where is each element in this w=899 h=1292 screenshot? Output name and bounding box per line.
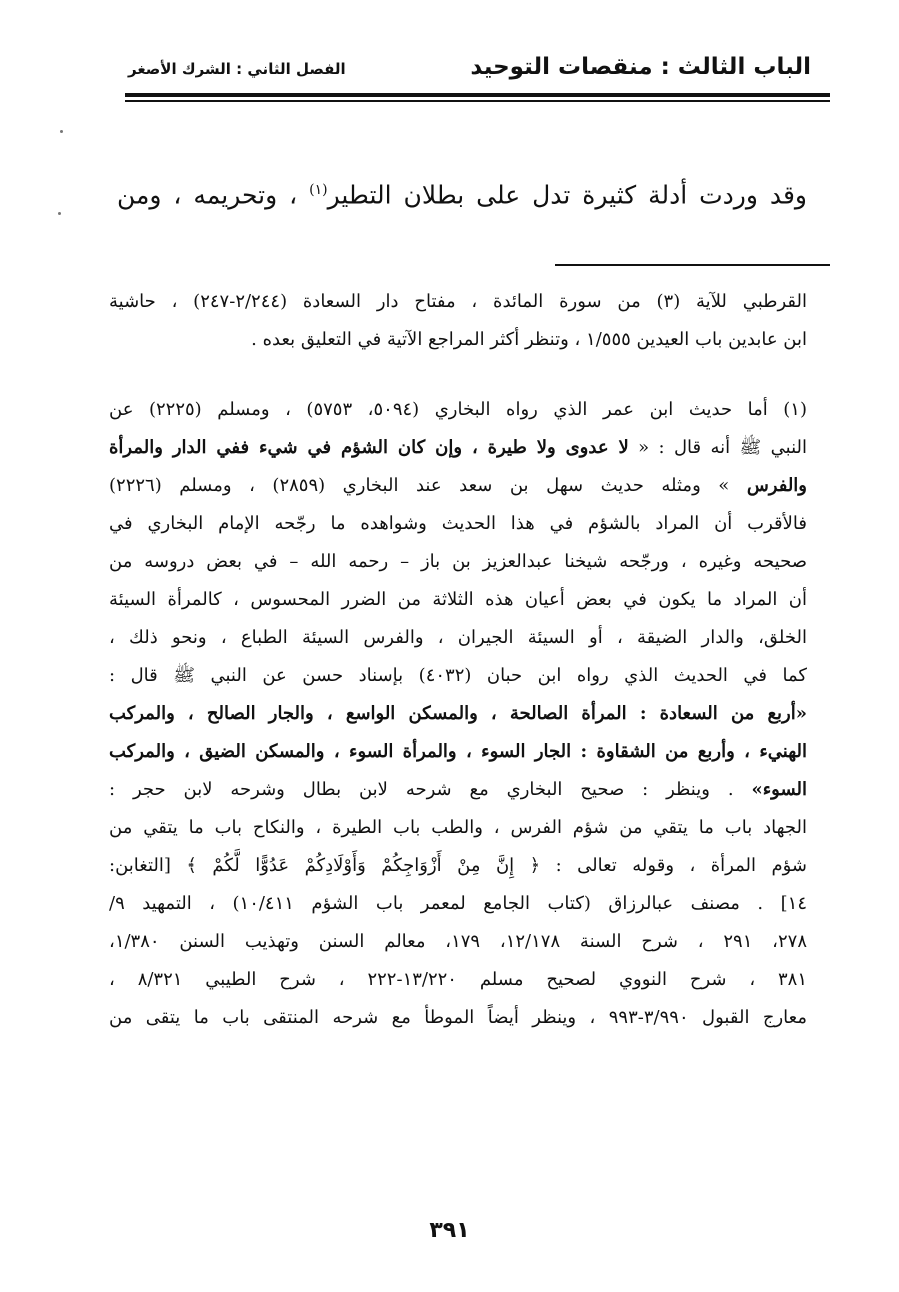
body-text: وقد وردت أدلة كثيرة تدل على بطلان التطير$^{(١)}$ ، وتحريمه ، ومن (117, 180, 807, 210)
footnote-line: ١٤] . مصنف عبالرزاق (كتاب الجامع لمعمر باب الشؤم ١٠/٤١١) ، التمهيد ٩/ (109, 893, 808, 914)
footnote-line (109, 467, 807, 505)
footnote-1 (109, 391, 807, 1037)
footnote-separator (555, 264, 830, 266)
header-rule-thick (125, 93, 830, 97)
footnote-marker: (١) (309, 182, 328, 198)
footnote-text: النبي ﷺ أنه قال : « (628, 437, 807, 458)
footnote-line: فالأقرب أن المراد بالشؤم في هذا الحديث وشواهده ما رجّحه الإمام البخاري في (109, 513, 807, 534)
footnote-line: ٣٨١ ، شرح النووي لصحيح مسلم ١٣/٢٢٠-٢٢٢ ، شرح الطيبي ٨/٣٢١ ، (109, 969, 808, 990)
scan-speck (58, 212, 61, 215)
section-title: الفصل الثاني : الشرك الأصغر (128, 60, 346, 78)
footnote-line: أن المراد ما يكون في بعض أعيان هذه الثلاثة من الضرر المحسوس ، كالمرأة السيئة (109, 589, 807, 610)
hadith-quote: لا عدوى ولا طيرة ، وإن كان الشؤم في شيء ففي الدار والمرأة (109, 437, 629, 458)
hadith-quote: السوء» (751, 779, 807, 800)
footnote-line: القرطبي للآية (٣) من سورة المائدة ، مفتاح دار السعادة (٢/٢٤٤-٢٤٧) ، حاشية (109, 291, 807, 312)
chapter-title: الباب الثالث : منقصات التوحيد (470, 54, 811, 80)
footnote-line: صحيحه وغيره ، ورجّحه شيخنا عبدالعزيز بن باز – رحمه الله – في بعض دروسه من (109, 551, 807, 572)
footnote-line (109, 429, 807, 467)
page-number: ٣٩١ (429, 1218, 470, 1243)
footnote-line: ابن عابدين باب العيدين ١/٥٥٥ ، وتنظر أكثر المراجع الآتية في التعليق بعده . (251, 329, 807, 350)
hadith-quote: «أربع من السعادة : المرأة الصالحة ، والمسكن الواسع ، والجار الصالح ، والمركب (109, 703, 807, 724)
hadith-quote: والفرس (746, 475, 807, 496)
hadith-quote: الهنيء ، وأربع من الشقاوة : الجار السوء ، والمرأة السوء ، والمسكن الضيق ، والمركب (109, 741, 807, 762)
footnote-line: الخلق، والدار الضيقة ، أو السيئة الجيران ، والفرس السيئة الطباع ، ونحو ذلك ، (109, 627, 807, 648)
footnote-text: . وينظر : صحيح البخاري مع شرحه لابن بطال وشرحه لابن حجر : (109, 779, 752, 800)
footnote-line: الجهاد باب ما يتقي من شؤم الفرس ، والطب باب الطيرة ، والنكاح باب ما يتقي من (109, 817, 807, 838)
footnote-line: ٢٧٨، ٢٩١ ، شرح السنة ١٢/١٧٨، ١٧٩، معالم السنن وتهذيب السنن ١/٣٨٠، (109, 931, 807, 952)
footnote-line (109, 771, 807, 809)
footnote-continuation (109, 283, 807, 359)
footnote-line: شؤم المرأة ، وقوله تعالى : ﴿ إِنَّ مِنْ أَزْوَاجِكُمْ وَأَوْلَادِكُمْ عَدُوًّا لَّكُمْ ﴾ [التغابن: (109, 855, 807, 876)
scan-speck (60, 130, 63, 133)
footnote-line: كما في الحديث الذي رواه ابن حبان (٤٠٣٢) بإسناد حسن عن النبي ﷺ قال : (109, 665, 807, 686)
footnote-line: (١) أما حديث ابن عمر الذي رواه البخاري (٥٠٩٤، ٥٧٥٣) ، ومسلم (٢٢٢٥) عن (109, 399, 807, 420)
footnote-line: معارج القبول ٣/٩٩٠-٩٩٣ ، وينظر أيضاً الموطأ مع شرحه المنتقى باب ما يتقى من (109, 1007, 807, 1028)
header-rule-thin (125, 100, 830, 102)
footnote-text: » ومثله حديث سهل بن سعد عند البخاري (٢٨٥٩) ، ومسلم (٢٢٢٦) (109, 475, 747, 496)
